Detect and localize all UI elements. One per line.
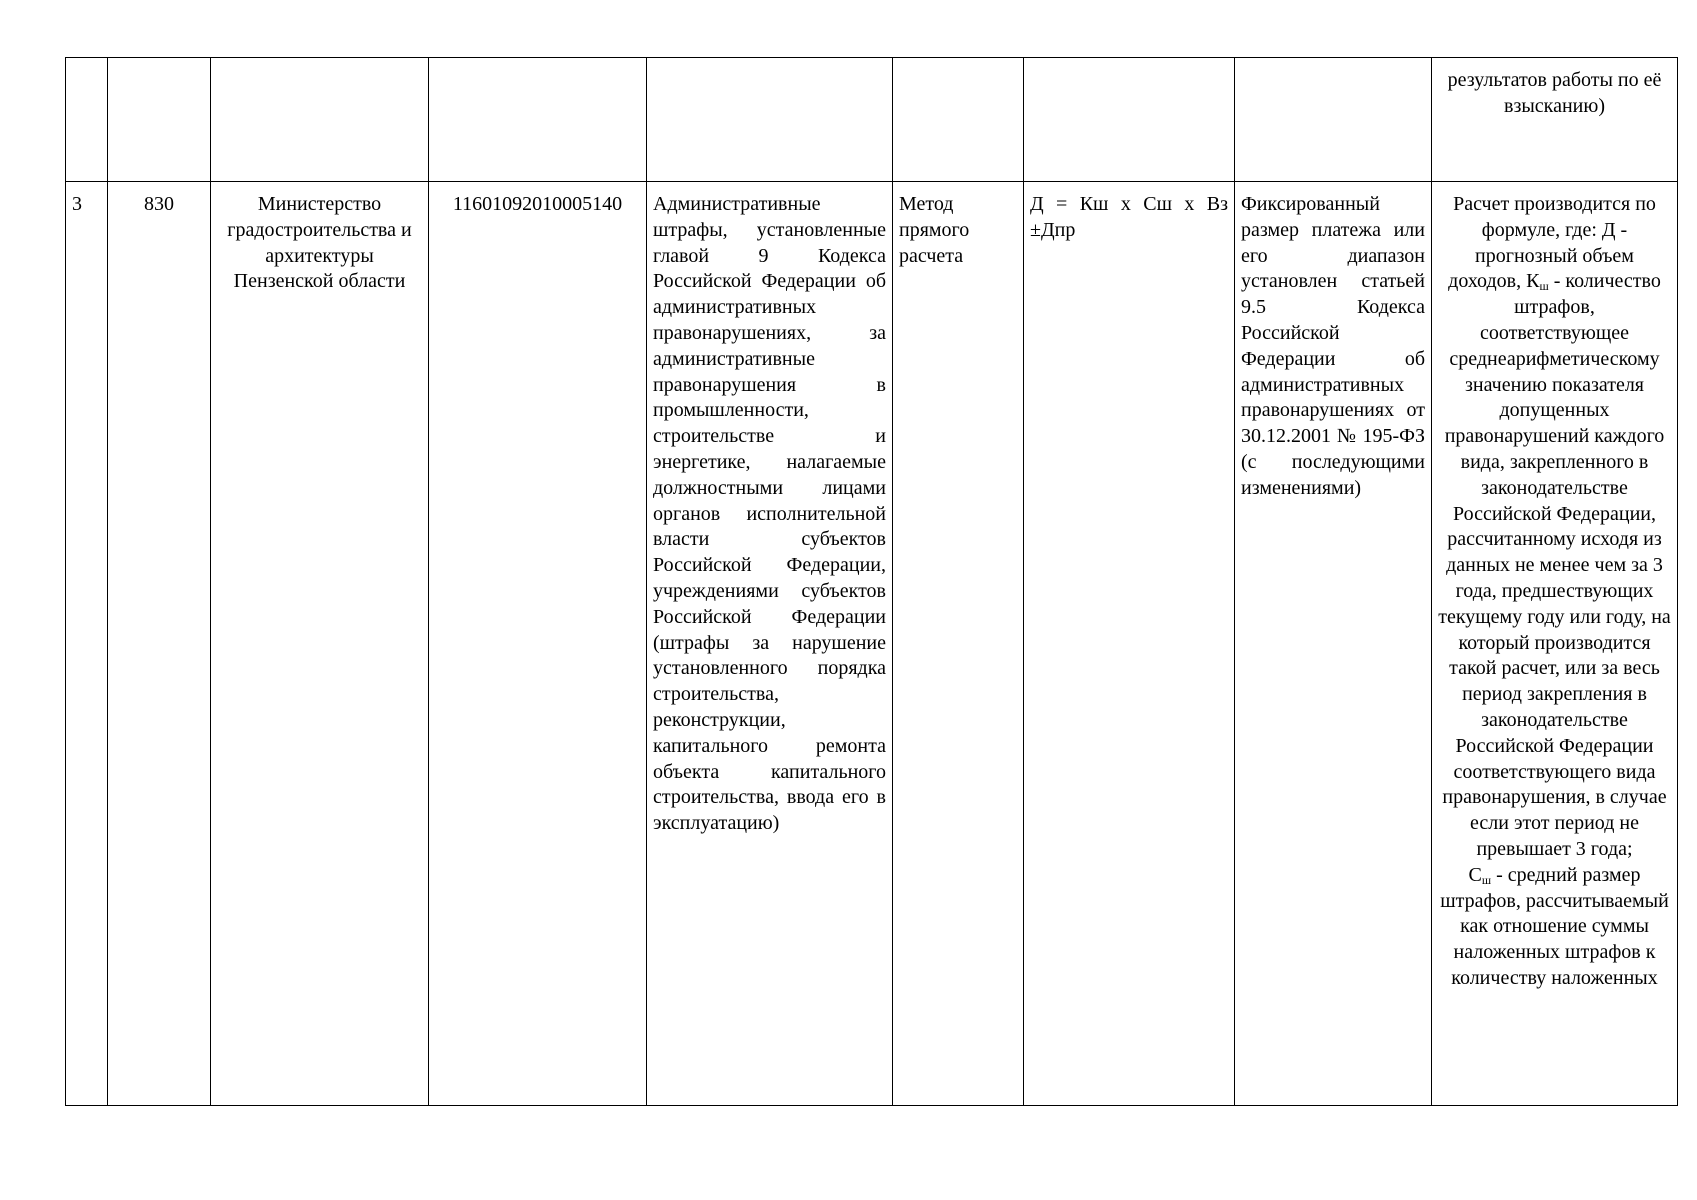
description-part-3: С [1468,863,1482,886]
cell-kbk: 11601092010005140 [429,182,647,1106]
cell-empty [1024,58,1235,182]
description-subscript-2: ш [1481,872,1492,887]
table-row-continuation [66,58,1678,182]
cell-empty [893,58,1024,182]
revenue-forecast-table [65,57,1678,1106]
cell-row-number: 3 [66,182,108,1106]
description-part-2: - количество штрафов, соответствующее среднеарифметическому значению показателя допущенных правонарушений каждого вида, закрепленного в законодательстве Российской Федерации, рассчитанному исходя из данных не менее чем за 3 года, предшествующих текущему году или году, на который производится такой расчет, или за весь период закрепления в законодательстве Российской Федерации соответствующего вида правонарушения, в случае если этот период не превышает 3 года; [1438,270,1671,860]
cell-admin-code: 830 [108,182,211,1106]
description-part-1: Расчет производится по формуле, где: Д - прогнозный объем доходов, К [1448,193,1656,293]
cell-empty [647,58,893,182]
cell-continuation-text: результатов работы по её взысканию) [1432,58,1678,182]
cell-method: Метод прямого расчета [893,182,1024,1106]
cell-empty [1235,58,1432,182]
cell-formula: Д = Кш х Сш х Вз ±Дпр [1024,182,1235,1106]
cell-administrator: Министерство градостроительства и архитектуры Пензенской области [211,182,429,1106]
cell-income-name: Административные штрафы, установленные главой 9 Кодекса Российской Федерации об административных правонарушениях, за административные правонарушения в промышленности, строительстве и энергетике, налагаемые должностными лицами органов исполнительной власти субъектов Российской Федерации, учреждениями субъектов Российской Федерации (штрафы за нарушение установленного порядка строительства, реконструкции, капитального ремонта объекта капитального строительства, ввода его в эксплуатацию) [647,182,893,1106]
cell-description [1432,182,1678,1106]
description-subscript-1: ш [1539,279,1549,294]
cell-empty [429,58,647,182]
cell-empty [108,58,211,182]
cell-indicator-source: Фиксированный размер платежа или его диапазон установлен статьей 9.5 Кодекса Российской Федерации об административных правонарушениях от 30.12.2001 № 195-ФЗ (с последующими изменениями) [1235,182,1432,1106]
cell-empty [211,58,429,182]
description-part-4: - средний размер штрафов, рассчитываемый как отношение суммы наложенных штрафов к количеству наложенных [1440,863,1669,989]
cell-empty [66,58,108,182]
table-row [66,182,1678,1106]
